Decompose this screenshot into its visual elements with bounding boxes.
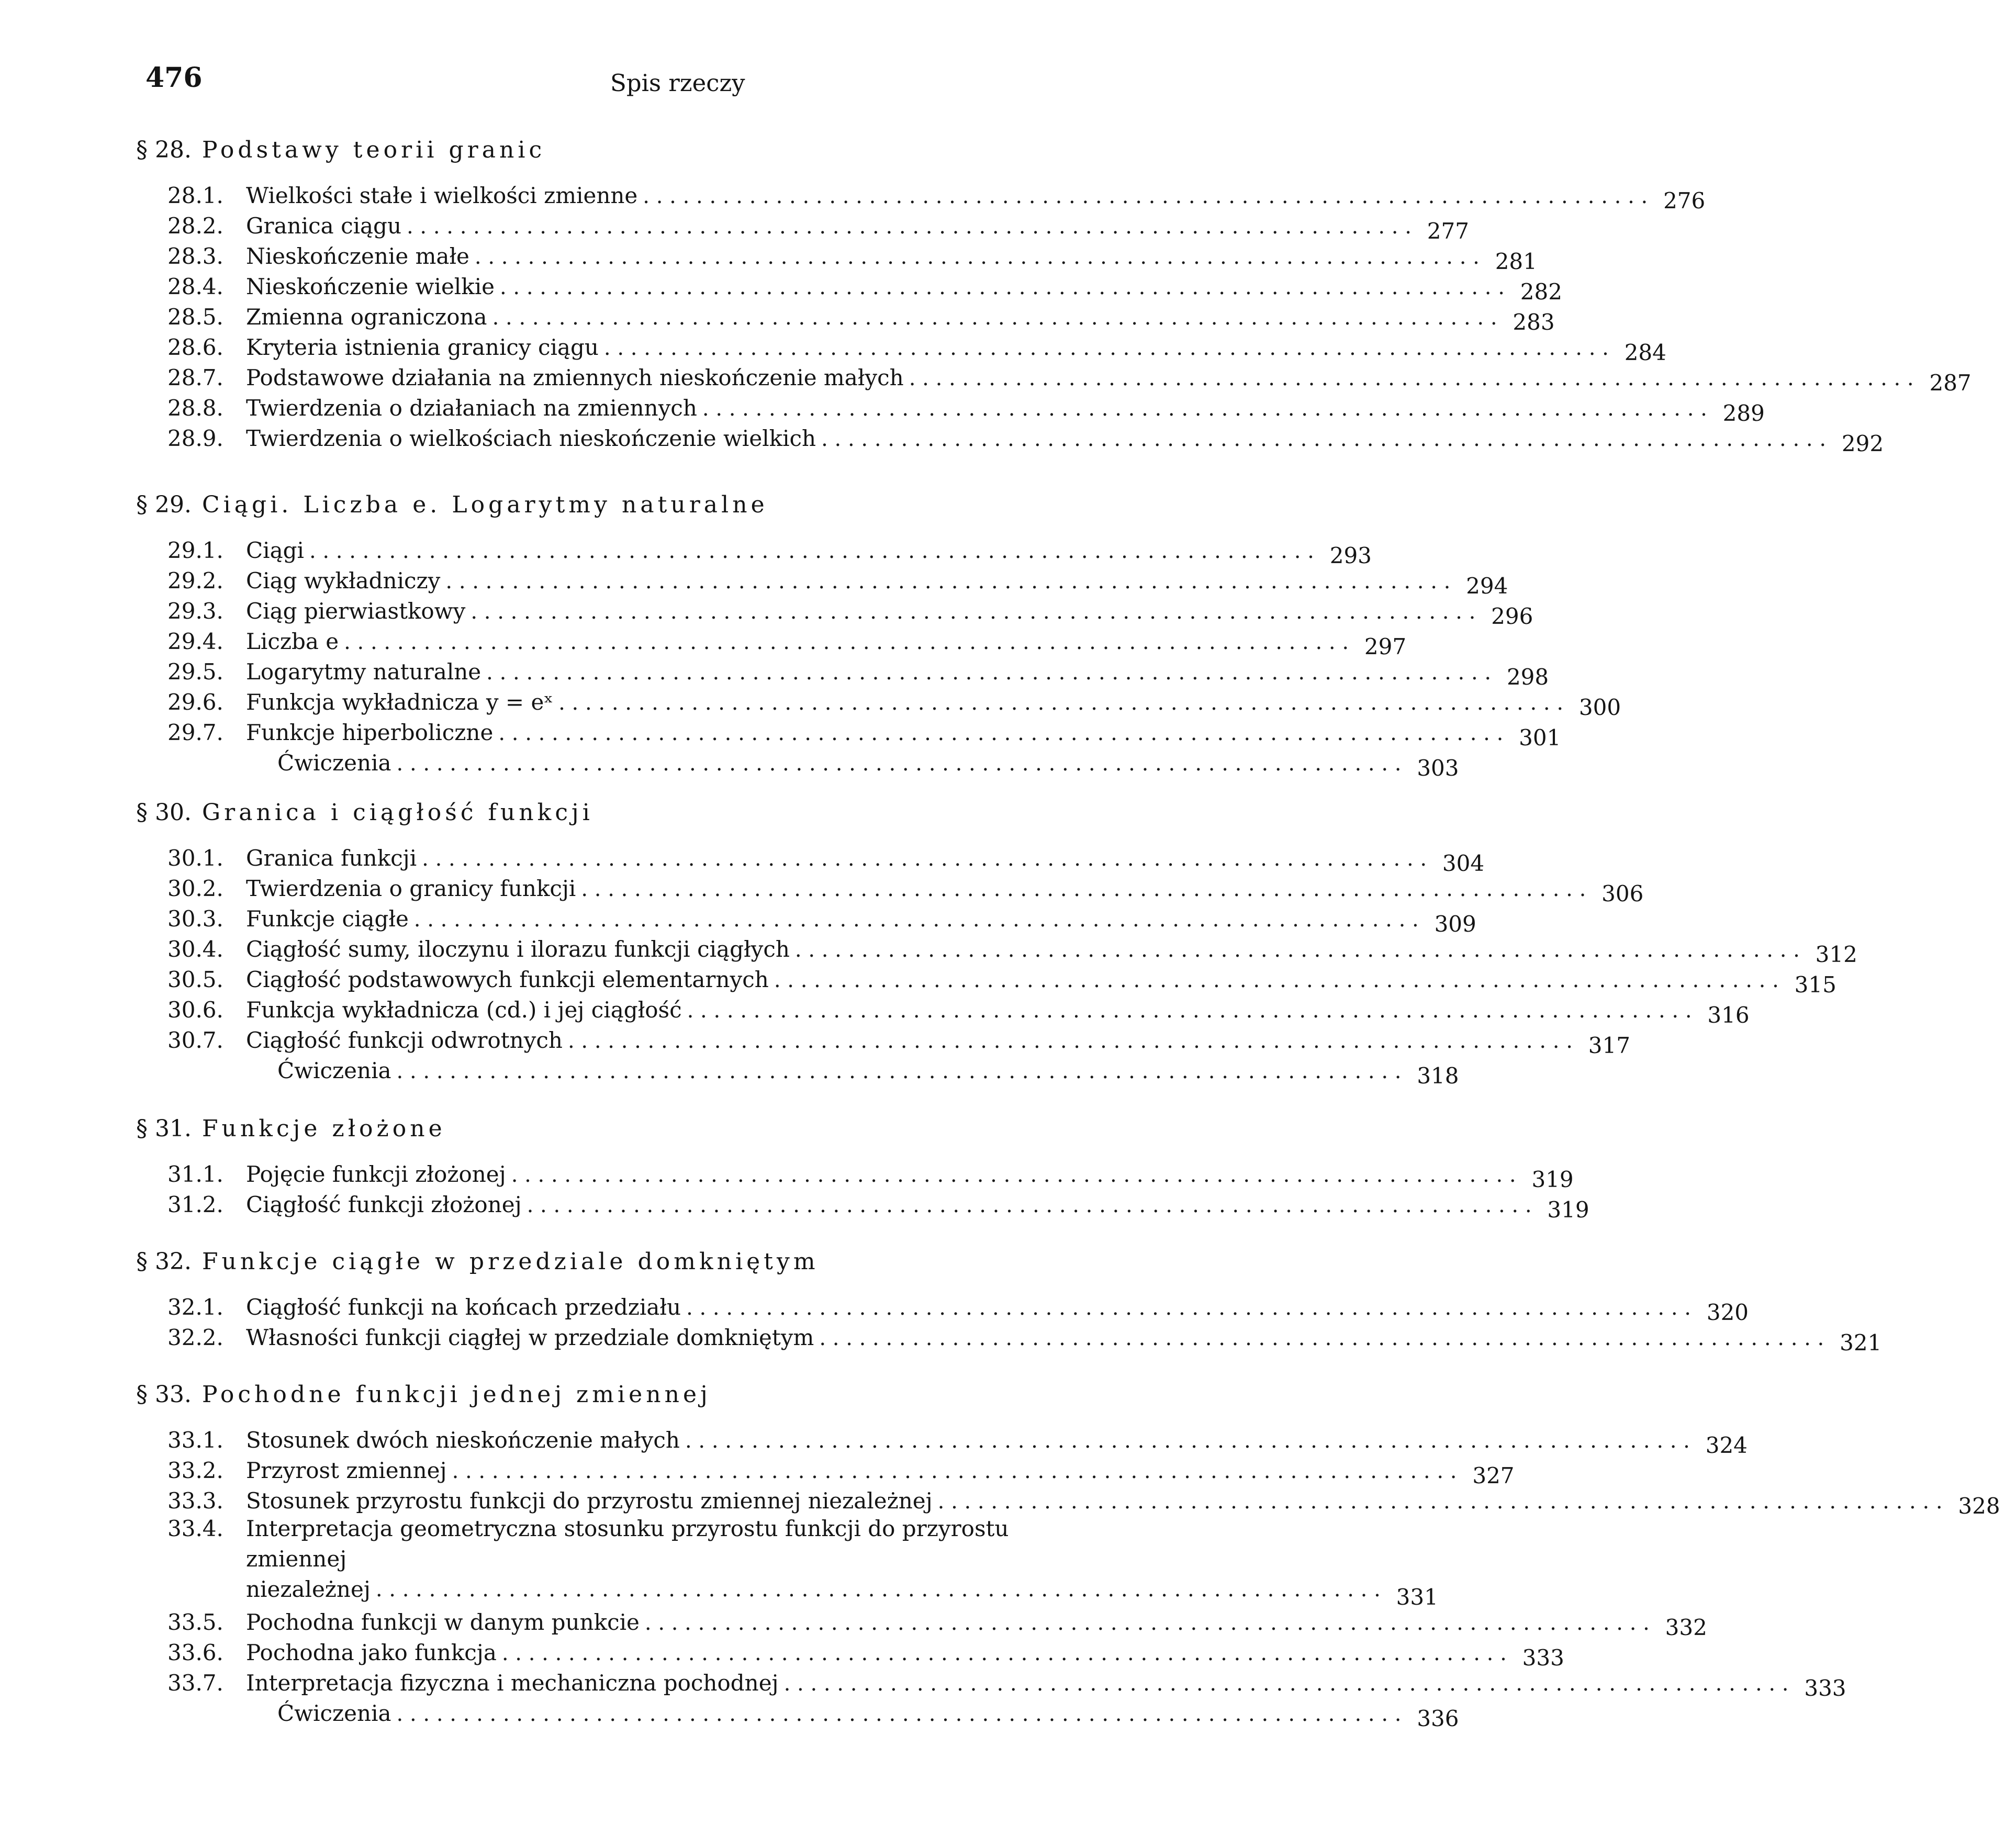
entry-page: 316: [1707, 1002, 1750, 1028]
toc-entry[interactable]: [136, 421, 1884, 456]
entry-title: Przyrost zmiennej: [246, 1458, 447, 1483]
entry-number: 28.3.: [167, 243, 223, 269]
dot-leader: [502, 1641, 1507, 1665]
entry-page: 284: [1624, 340, 1666, 365]
toc-entry[interactable]: [136, 962, 1836, 998]
toc-entry[interactable]: [136, 654, 1549, 690]
entry-title: Pochodna funkcji w danym punkcie: [246, 1609, 640, 1635]
toc-entry[interactable]: [136, 360, 1972, 396]
entry-title: Nieskończenie wielkie: [246, 274, 495, 299]
entry-title: Ciągłość funkcji na końcach przedziału: [246, 1294, 681, 1320]
toc-entry[interactable]: [136, 1605, 1707, 1640]
entry-number: 33.1.: [167, 1427, 223, 1453]
entry-number: 28.4.: [167, 274, 223, 299]
dot-leader: [795, 938, 1800, 962]
entry-page: 297: [1364, 634, 1407, 659]
entry-page: 298: [1506, 664, 1549, 690]
page-number: 476: [145, 62, 203, 94]
entry-page: 333: [1522, 1645, 1564, 1671]
dot-leader: [938, 1490, 1943, 1514]
entry-number: 30.3.: [167, 906, 223, 932]
entry-page: 321: [1840, 1330, 1882, 1356]
dot-leader: [471, 600, 1475, 624]
toc-list: [136, 1423, 2000, 1731]
dot-leader: [414, 908, 1419, 932]
toc-entry[interactable]: [136, 1157, 1574, 1192]
entry-page: 276: [1663, 188, 1706, 214]
entry-page: 282: [1520, 279, 1562, 305]
dot-leader: [702, 397, 1707, 421]
section-title: Podstawy teorii granic: [201, 137, 546, 163]
toc-entry[interactable]: [136, 715, 1561, 751]
toc-list: [136, 841, 1857, 1089]
entry-title: Logarytmy naturalne: [246, 659, 481, 685]
dot-leader: [645, 1611, 1650, 1635]
entry-number: 33.2.: [167, 1458, 223, 1483]
dot-leader: [309, 539, 1314, 563]
entry-title: Liczba e: [246, 629, 339, 654]
toc-entry[interactable]: [136, 624, 1407, 659]
section-title: Granica i ciągłość funkcji: [201, 799, 593, 826]
entry-page: 324: [1705, 1432, 1748, 1458]
dot-leader: [376, 1574, 1381, 1605]
dot-leader: [687, 999, 1692, 1023]
entry-number: 30.4.: [167, 936, 223, 962]
dot-leader: [511, 1163, 1516, 1187]
entry-number: 31.1.: [167, 1161, 223, 1187]
entry-page: 301: [1519, 725, 1561, 751]
section-33: [136, 1376, 2000, 1731]
entry-title-line2: zmiennej niezależnej: [246, 1546, 371, 1602]
toc-entry[interactable]: [136, 1320, 1882, 1356]
entry-title-line1: Interpretacja geometryczna stosunku przyrostu funkcji do przyrostu: [246, 1516, 1009, 1541]
entry-number: 30.2.: [167, 876, 223, 901]
section-number: § 33.: [136, 1381, 192, 1408]
entry-title: Twierdzenia o granicy funkcji: [246, 876, 576, 901]
toc-entry[interactable]: [136, 841, 1485, 876]
toc-entry[interactable]: [136, 1023, 1630, 1058]
entry-title: Pochodna jako funkcja: [246, 1640, 497, 1665]
entry-title: Stosunek przyrostu funkcji do przyrostu zmiennej niezależnej: [246, 1488, 933, 1514]
entry-title: Ćwiczenia: [277, 1058, 391, 1083]
entry-page: 283: [1513, 309, 1555, 335]
entry-page: 289: [1722, 400, 1765, 426]
toc-entry[interactable]: [136, 685, 1621, 720]
toc-entry-exercises[interactable]: [136, 1053, 1459, 1089]
entry-title: Interpretacja fizyczna i mechaniczna pochodnej: [246, 1670, 779, 1696]
entry-page: 287: [1929, 370, 1972, 396]
entry-page: 327: [1472, 1463, 1515, 1488]
dot-leader: [500, 275, 1505, 299]
entry-page: 336: [1417, 1706, 1459, 1731]
entry-title: Podstawowe działania na zmiennych nieskończenie małych: [246, 365, 904, 390]
dot-leader: [397, 1702, 1402, 1726]
entry-title: Twierdzenia o działaniach na zmiennych: [246, 395, 697, 421]
entry-page: 320: [1706, 1300, 1749, 1325]
section-30: [136, 794, 1857, 1089]
entry-number: 28.2.: [167, 213, 223, 239]
entry-title: Ciągłość funkcji odwrotnych: [246, 1027, 563, 1053]
toc-entry[interactable]: [136, 1290, 1749, 1325]
entry-title: Ćwiczenia: [277, 1700, 391, 1726]
entry-page: 331: [1396, 1584, 1438, 1610]
entry-number: 30.6.: [167, 997, 223, 1023]
section-number: § 29.: [136, 491, 192, 518]
entry-title: Funkcje ciągłe: [246, 906, 409, 932]
toc-list: [136, 1290, 1882, 1356]
toc-entry-exercises[interactable]: [136, 1696, 1459, 1731]
entry-number: 28.7.: [167, 365, 223, 390]
entry-number: 29.2.: [167, 568, 223, 594]
section-32: [136, 1244, 1882, 1356]
entry-page: 318: [1417, 1063, 1459, 1089]
toc-entry[interactable]: [136, 563, 1508, 599]
entry-title: Ciągłość funkcji złożonej: [246, 1192, 522, 1217]
entry-page: 277: [1427, 218, 1469, 244]
dot-leader: [407, 215, 1412, 239]
toc-entry[interactable]: [136, 1423, 1748, 1458]
entry-title: Funkcja wykładnicza (cd.) i jej ciągłość: [246, 997, 682, 1023]
entry-page: 315: [1794, 972, 1836, 998]
dot-leader: [686, 1296, 1691, 1320]
dot-leader: [558, 691, 1563, 715]
section-29: [136, 487, 1621, 781]
toc-entry[interactable]: [136, 330, 1666, 365]
entry-number: 32.1.: [167, 1294, 223, 1320]
toc-entry[interactable]: [136, 390, 1765, 426]
dot-leader: [819, 1326, 1824, 1350]
entry-title: Funkcje hiperboliczne: [246, 720, 494, 745]
entry-title: Kryteria istnienia granicy ciągu: [246, 334, 599, 360]
toc-entry[interactable]: [136, 1514, 1438, 1610]
entry-page: 303: [1417, 755, 1459, 781]
toc-entry[interactable]: [136, 239, 1537, 274]
dot-leader: [821, 427, 1826, 451]
entry-page: 292: [1841, 431, 1884, 456]
toc-entry[interactable]: [136, 1187, 1589, 1223]
entry-title: Ćwiczenia: [277, 750, 391, 776]
dot-leader: [475, 245, 1480, 269]
entry-page: 293: [1329, 543, 1372, 568]
dot-leader: [486, 660, 1491, 685]
dot-leader: [527, 1193, 1532, 1217]
entry-title: Nieskończenie małe: [246, 243, 469, 269]
section-28: [136, 132, 1972, 456]
entry-number: 33.3.: [167, 1488, 223, 1514]
dot-leader: [784, 1672, 1789, 1696]
entry-title: Granica funkcji: [246, 845, 417, 871]
dot-leader: [568, 1029, 1573, 1053]
toc-entry[interactable]: [136, 533, 1372, 568]
running-title: Spis rzeczy: [610, 69, 745, 97]
entry-number: 32.2.: [167, 1325, 223, 1350]
entry-number: 33.7.: [167, 1670, 223, 1696]
toc-entry[interactable]: [136, 871, 1644, 906]
section-heading: [136, 132, 1188, 169]
section-heading: [136, 1376, 1188, 1413]
entry-number: 33.4.: [167, 1516, 223, 1541]
entry-page: 333: [1804, 1675, 1846, 1701]
entry-number: 33.6.: [167, 1640, 223, 1665]
entry-page: 319: [1531, 1167, 1574, 1192]
running-head: [145, 62, 1129, 98]
section-number: § 31.: [136, 1115, 192, 1142]
entry-title: Ciąg wykładniczy: [246, 568, 441, 594]
toc-entry[interactable]: [136, 932, 1857, 967]
toc-entry[interactable]: [136, 1453, 1515, 1488]
entry-title: Stosunek dwóch nieskończenie małych: [246, 1427, 680, 1453]
dot-leader: [397, 1059, 1402, 1083]
section-title: Funkcje złożone: [201, 1115, 446, 1142]
entry-number: 28.6.: [167, 334, 223, 360]
dot-leader: [581, 877, 1586, 901]
toc-entry-exercises[interactable]: [136, 745, 1459, 781]
entry-title: Funkcja wykładnicza y = eˣ: [246, 689, 554, 715]
toc-list: [136, 178, 1972, 456]
dot-leader: [452, 1459, 1457, 1483]
dot-leader: [909, 366, 1914, 390]
entry-page: 319: [1547, 1197, 1589, 1223]
entry-number: 28.8.: [167, 395, 223, 421]
toc-entry[interactable]: [136, 178, 1706, 214]
entry-page: 332: [1665, 1615, 1707, 1640]
dot-leader: [344, 630, 1349, 654]
entry-page: 294: [1466, 573, 1508, 599]
entry-title-wrapped: [246, 1514, 1381, 1605]
entry-number: 29.6.: [167, 689, 223, 715]
dot-leader: [774, 968, 1779, 992]
entry-number: 28.9.: [167, 426, 223, 451]
section-title: Funkcje ciągłe w przedziale domkniętym: [201, 1248, 819, 1275]
entry-page: 304: [1442, 850, 1485, 876]
entry-number: 30.7.: [167, 1027, 223, 1053]
section-number: § 28.: [136, 137, 192, 163]
toc-list: [136, 533, 1621, 781]
entry-title: Twierdzenia o wielkościach nieskończenie wielkich: [246, 426, 816, 451]
entry-title: Własności funkcji ciągłej w przedziale domkniętym: [246, 1325, 814, 1350]
dot-leader: [422, 847, 1427, 871]
entry-page: 306: [1601, 881, 1644, 906]
entry-page: 281: [1495, 249, 1537, 274]
toc-entry[interactable]: [136, 208, 1469, 244]
entry-page: 317: [1588, 1033, 1630, 1058]
dot-leader: [604, 336, 1609, 360]
entry-page: 300: [1578, 695, 1621, 720]
dot-leader: [498, 721, 1503, 745]
entry-number: 31.2.: [167, 1192, 223, 1217]
dot-leader: [643, 184, 1648, 208]
toc-entry[interactable]: [136, 299, 1555, 335]
section-title: Pochodne funkcji jednej zmiennej: [201, 1381, 711, 1408]
entry-title: Ciągi: [246, 538, 304, 563]
entry-number: 33.5.: [167, 1609, 223, 1635]
entry-title: Granica ciągu: [246, 213, 401, 239]
dot-leader: [492, 306, 1497, 330]
toc-list: [136, 1157, 1589, 1223]
toc-entry[interactable]: [136, 594, 1533, 629]
toc-entry[interactable]: [136, 1635, 1564, 1671]
entry-number: 30.1.: [167, 845, 223, 871]
entry-page: 312: [1815, 942, 1857, 967]
entry-number: 29.5.: [167, 659, 223, 685]
entry-title: Ciągłość podstawowych funkcji elementarnych: [246, 967, 769, 992]
dot-leader: [685, 1429, 1690, 1453]
toc-entry[interactable]: [136, 1665, 1846, 1701]
entry-title: Pojęcie funkcji złożonej: [246, 1161, 506, 1187]
toc-entry[interactable]: [136, 1483, 2000, 1519]
entry-number: 29.1.: [167, 538, 223, 563]
toc-entry[interactable]: [136, 901, 1476, 937]
toc-entry[interactable]: [136, 992, 1750, 1028]
entry-title: Zmienna ograniczona: [246, 304, 487, 330]
entry-number: 28.1.: [167, 183, 223, 208]
entry-number: 29.3.: [167, 598, 223, 624]
section-number: § 32.: [136, 1248, 192, 1275]
dot-leader: [397, 752, 1402, 776]
entry-page: 328: [1958, 1493, 2000, 1519]
entry-number: 30.5.: [167, 967, 223, 992]
section-heading: [136, 794, 1188, 831]
entry-number: 29.4.: [167, 629, 223, 654]
section-title: Ciągi. Liczba e. Logarytmy naturalne: [201, 491, 768, 518]
entry-title: Ciąg pierwiastkowy: [246, 598, 466, 624]
section-31: [136, 1111, 1589, 1223]
entry-title: Wielkości stałe i wielkości zmienne: [246, 183, 638, 208]
entry-title: Ciągłość sumy, iloczynu i ilorazu funkcji ciągłych: [246, 936, 790, 962]
entry-number: 29.7.: [167, 720, 223, 745]
section-heading: [136, 1111, 1188, 1147]
entry-page: 309: [1434, 911, 1476, 937]
toc-entry[interactable]: [136, 269, 1562, 305]
section-heading: [136, 487, 1188, 523]
entry-number: 28.5.: [167, 304, 223, 330]
section-number: § 30.: [136, 799, 192, 826]
section-heading: [136, 1244, 1188, 1280]
dot-leader: [445, 569, 1450, 594]
entry-page: 296: [1491, 603, 1533, 629]
